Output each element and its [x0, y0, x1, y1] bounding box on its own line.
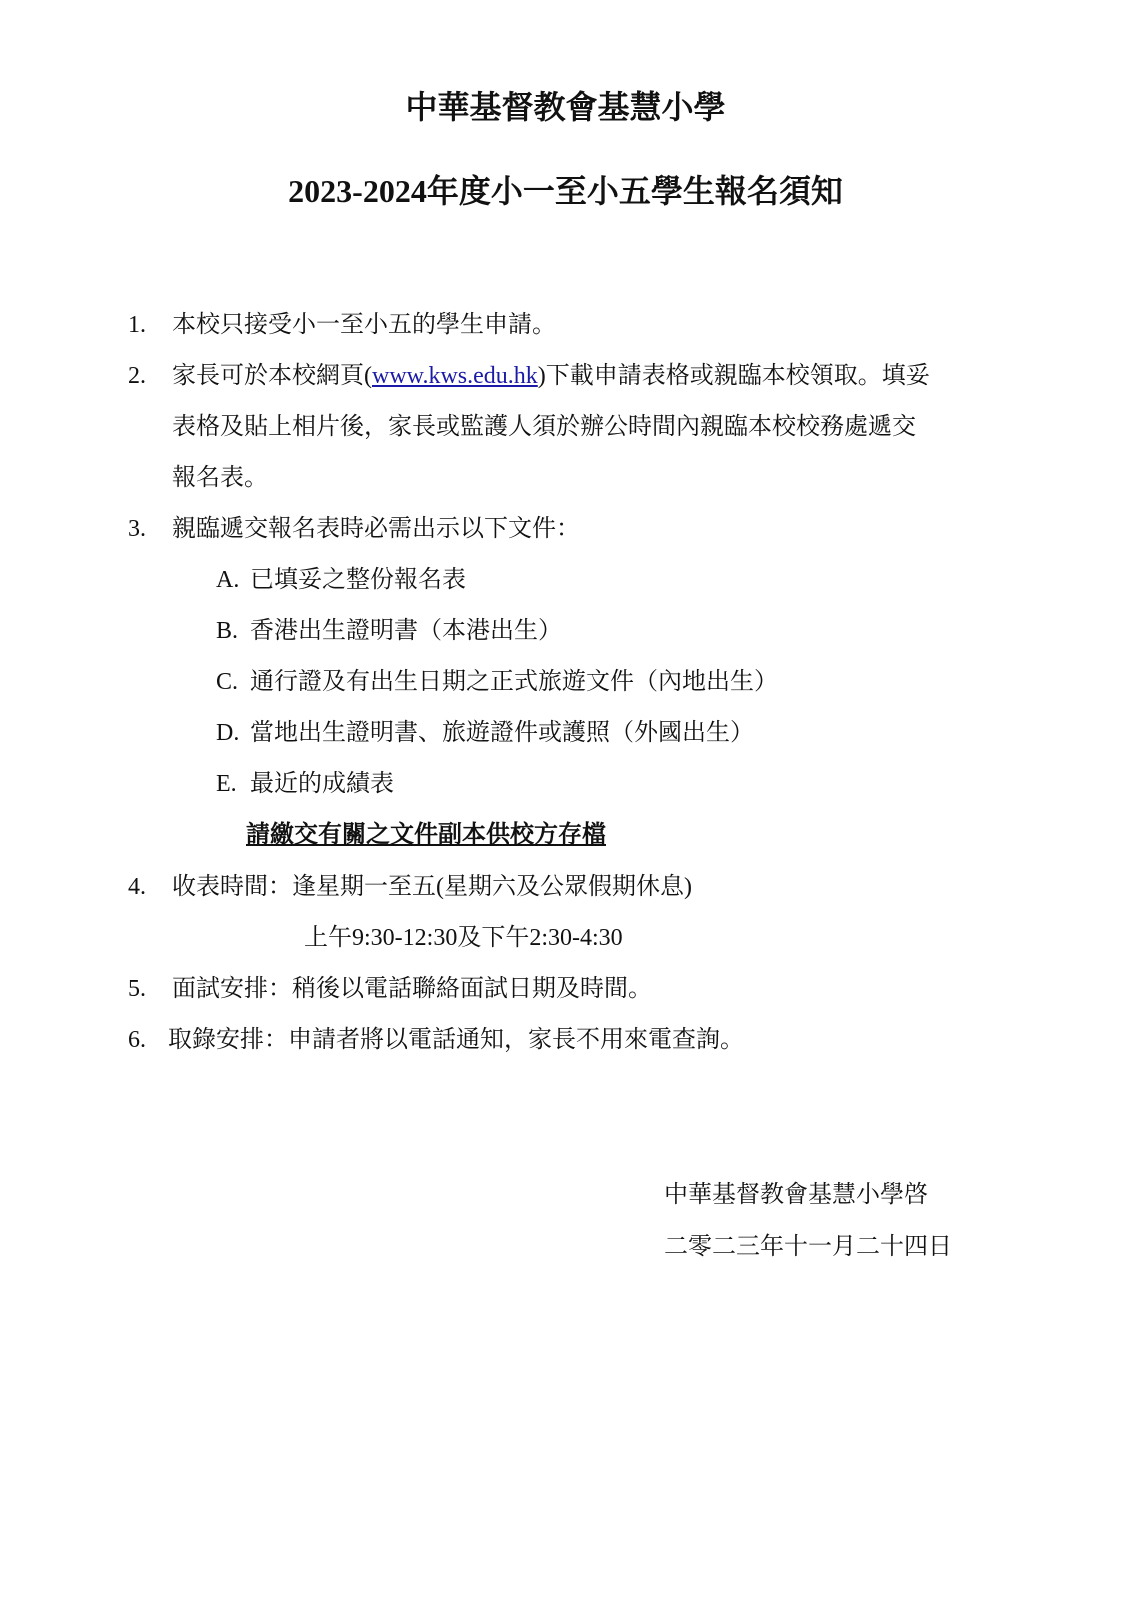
item-4-line-2: 上午9:30-12:30及下午2:30-4:30: [304, 925, 623, 951]
sub-item-text: 已填妥之整份報名表: [250, 567, 466, 593]
notice-title-heading: 2023-2024年度小一至小五學生報名須知: [288, 173, 843, 209]
item-2-line-1: [172, 361, 930, 391]
item-2-line-3: 報名表。: [172, 465, 268, 491]
item-1-text: 本校只接受小一至小五的學生申請。: [172, 312, 556, 338]
sub-item-text: 香港出生證明書（本港出生）: [250, 618, 562, 644]
sub-item-text: 通行證及有出生日期之正式旅遊文件（內地出生）: [250, 669, 778, 695]
item-number: 6.: [128, 1027, 146, 1053]
item-6-text: 取錄安排：申請者將以電話通知，家長不用來電查詢。: [168, 1027, 744, 1053]
issuer-signature: 中華基督教會基慧小學啓: [664, 1182, 928, 1208]
item-number: 4.: [128, 874, 146, 900]
sub-item-letter: A.: [216, 567, 240, 593]
item-3-text: 親臨遞交報名表時必需出示以下文件：: [172, 516, 580, 542]
school-name-heading: 中華基督教會基慧小學: [405, 89, 726, 125]
item-number: 1.: [128, 312, 146, 338]
sub-item-letter: B.: [216, 618, 239, 644]
sub-item-letter: E.: [216, 771, 237, 797]
sub-item-letter: D.: [216, 720, 240, 746]
issue-date: 二零二三年十一月二十四日: [664, 1234, 952, 1260]
item-number: 5.: [128, 976, 146, 1002]
item-2-text-before-link: 家長可於本校網頁(: [172, 363, 372, 389]
school-website-link[interactable]: www.kws.edu.hk: [372, 363, 538, 389]
item-5-text: 面試安排：稍後以電話聯絡面試日期及時間。: [172, 976, 652, 1002]
item-2-line-2: 表格及貼上相片後，家長或監護人須於辦公時間內親臨本校校務處遞交: [172, 414, 916, 440]
item-2-text-after-link: )下載申請表格或親臨本校領取。填妥: [537, 363, 930, 389]
sub-item-text: 當地出生證明書、旅遊證件或護照（外國出生）: [250, 720, 754, 746]
item-4-line-1: 收表時間：逢星期一至五(星期六及公眾假期休息): [172, 874, 692, 900]
item-number: 3.: [128, 516, 146, 542]
item-number: 2.: [128, 363, 146, 389]
sub-item-letter: C.: [216, 669, 239, 695]
sub-item-text: 最近的成績表: [250, 771, 394, 797]
document-copy-note: 請繳交有關之文件副本供校方存檔: [246, 822, 606, 848]
